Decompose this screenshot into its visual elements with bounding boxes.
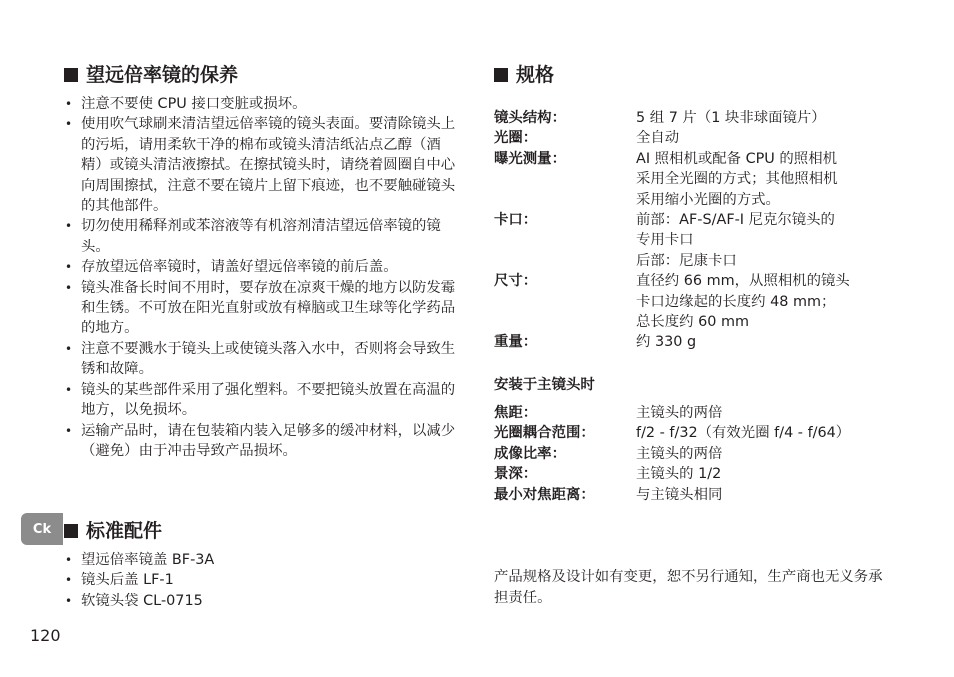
care-heading: [64, 63, 238, 87]
spec-row: [494, 444, 904, 464]
list-item: [64, 114, 458, 216]
spec-value-line: 与主镜头相同: [636, 486, 723, 503]
spec-label: 景深：: [494, 466, 538, 483]
spec-row: [494, 464, 904, 484]
specs-heading: [494, 63, 554, 87]
bullet-dot-icon: •: [65, 553, 73, 567]
square-bullet-icon: [494, 68, 508, 82]
accessories-list: [64, 550, 458, 611]
mounted-spec-table: [494, 403, 904, 505]
list-item-text: 镜头的某些部件采用了强化塑料。不要把镜头放置在高温的地方，以免损坏。: [81, 381, 456, 419]
bullet-dot-icon: •: [65, 593, 73, 608]
bullet-dot-icon: •: [65, 219, 73, 234]
spec-row: [494, 149, 904, 210]
spec-row: [494, 423, 904, 443]
spec-value: [636, 210, 904, 271]
list-item: [64, 550, 458, 570]
spec-value-line: 专用卡口: [636, 232, 694, 249]
spec-value-line: 采用全光圈的方式；其他照相机: [636, 171, 838, 188]
spec-label: 光圈：: [494, 130, 538, 147]
spec-value: [636, 108, 904, 128]
list-item: [64, 380, 458, 421]
list-item: [64, 339, 458, 380]
spec-value-line: 主镜头的两倍: [636, 405, 723, 421]
list-item-text: 望远倍率镜盖 BF-3A: [81, 552, 215, 568]
bullet-dot-icon: •: [65, 423, 73, 438]
spec-label: 光圈耦合范围：: [494, 425, 595, 442]
spec-value-line: 总长度约 60 mm: [636, 314, 750, 331]
spec-value-line: AI 照相机或配备 CPU 的照相机: [636, 150, 837, 167]
spec-value: [636, 485, 904, 505]
spec-label: 曝光测量：: [494, 150, 566, 167]
list-item: [64, 278, 458, 339]
bullet-dot-icon: •: [65, 341, 73, 356]
spec-label: 重量：: [494, 334, 538, 351]
spec-label: 焦距：: [494, 405, 538, 421]
spec-note: 产品规格及设计如有变更，恕不另行通知，生产商也无义务承担责任。: [494, 569, 883, 606]
spec-value-line: 卡口边缘起的长度约 48 mm；: [636, 293, 836, 310]
spec-value: [636, 444, 904, 464]
list-item: [64, 591, 458, 611]
square-bullet-icon: [64, 68, 78, 82]
spec-label: 最小对焦距离：: [494, 486, 595, 503]
spec-value-line: 5 组 7 片（1 块非球面镜片）: [636, 110, 826, 126]
spec-value: [636, 271, 904, 332]
list-item-text: 软镜头袋 CL-0715: [81, 592, 203, 609]
language-tab: Ck: [21, 513, 63, 545]
spec-row: [494, 128, 904, 148]
page-number: 120: [30, 626, 61, 645]
spec-label: 镜头结构：: [494, 110, 566, 126]
spec-value-line: 主镜头的两倍: [636, 445, 723, 462]
list-item-text: 镜头后盖 LF-1: [81, 572, 174, 589]
mounted-subheading: 安装于主镜头时: [494, 377, 595, 393]
care-list: [64, 94, 458, 461]
spec-value: [636, 403, 904, 423]
list-item-text: 镜头准备长时间不用时，要存放在凉爽干燥的地方以防发霉和生锈。不可放在阳光直射或放有樟脑或卫生球等化学药品的地方。: [81, 279, 456, 337]
spec-row: [494, 210, 904, 271]
spec-table: [494, 108, 904, 353]
spec-value-line: 前部：AF-S/AF-I 尼克尔镜头的: [636, 212, 835, 229]
spec-value: [636, 464, 904, 484]
spec-row: [494, 485, 904, 505]
list-item-text: 切勿使用稀释剂或苯溶液等有机溶剂清洁望远倍率镜的镜头。: [81, 218, 441, 255]
spec-row: [494, 108, 904, 128]
spec-value: [636, 332, 904, 352]
spec-value-line: 采用缩小光圈的方式。: [636, 191, 780, 208]
spec-value-line: 全自动: [636, 130, 680, 147]
list-item-text: 注意不要使 CPU 接口变脏或损坏。: [81, 96, 307, 112]
list-item: [64, 216, 458, 257]
spec-label: 成像比率：: [494, 445, 566, 462]
bullet-dot-icon: •: [65, 573, 73, 588]
bullet-dot-icon: •: [65, 280, 73, 295]
list-item-text: 注意不要溅水于镜头上或使镜头落入水中，否则将会导致生锈和故障。: [81, 340, 456, 378]
square-bullet-icon: [64, 524, 78, 538]
list-item: [64, 421, 458, 462]
list-item: [64, 257, 458, 277]
list-item: [64, 94, 458, 114]
accessories-title: 标准配件: [86, 520, 163, 542]
bullet-dot-icon: •: [65, 117, 73, 132]
list-item-text: 使用吹气球刷来清洁望远倍率镜的镜头表面。要清除镜头上的污垢，请用柔软干净的棉布或镜头清洁纸沾点乙醇（酒精）或镜头清洁液擦拭。在擦拭镜头时，请绕着圆圈自中心向周围擦拭，注意不要在镜片上留下痕迹，也不要触碰镜头的其他部件。: [81, 116, 456, 215]
accessories-heading: [64, 519, 162, 543]
spec-value-line: 后部：尼康卡口: [636, 252, 737, 269]
bullet-dot-icon: •: [65, 97, 73, 111]
spec-value: [636, 128, 904, 148]
spec-value: [636, 149, 904, 210]
list-item-text: 运输产品时，请在包装箱内装入足够多的缓冲材料，以减少（避免）由于冲击导致产品损坏。: [81, 422, 456, 459]
care-title: 望远倍率镜的保养: [86, 64, 239, 86]
spec-label: 尺寸：: [494, 273, 538, 290]
spec-row: [494, 271, 904, 332]
spec-label: 卡口：: [494, 212, 538, 229]
spec-value: [636, 423, 904, 443]
list-item: [64, 570, 458, 590]
spec-value-line: f/2 - f/32（有效光圈 f/4 - f/64）: [636, 425, 851, 442]
spec-value-line: 直径约 66 mm，从照相机的镜头: [636, 273, 850, 290]
specs-title: 规格: [516, 64, 555, 86]
spec-row: [494, 403, 904, 423]
spec-value-line: 约 330 g: [636, 334, 697, 351]
list-item-text: 存放望远倍率镜时，请盖好望远倍率镜的前后盖。: [81, 259, 398, 276]
bullet-dot-icon: •: [65, 260, 73, 275]
spec-row: [494, 332, 904, 352]
bullet-dot-icon: •: [65, 382, 73, 397]
spec-value-line: 主镜头的 1/2: [636, 466, 722, 483]
